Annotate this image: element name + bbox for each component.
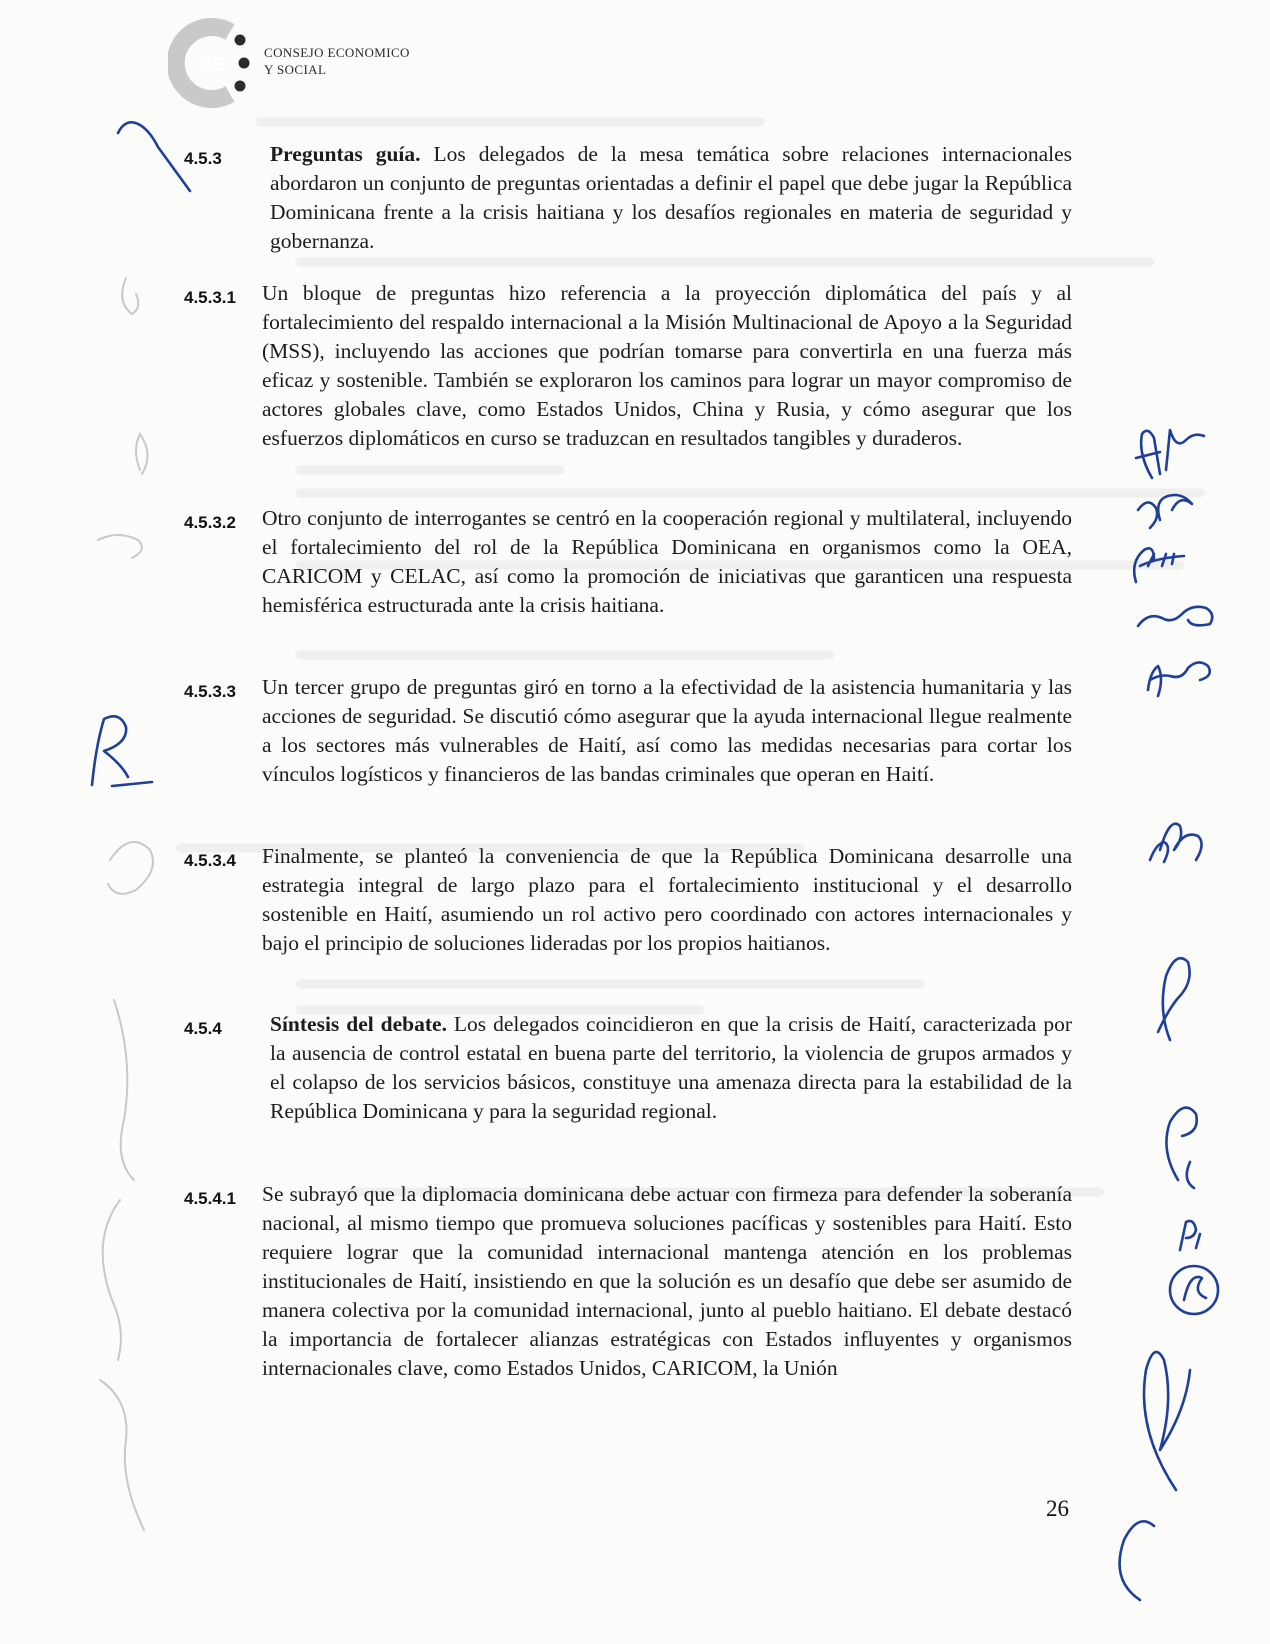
section-text: Finalmente, se planteó la conveniencia de que la República Dominicana desarrolle una estrategia integral de largo plazo para el fortalecimiento institucional y el desarrollo sostenible en Haití, asumiendo un rol activo pero coordinado con actores internacionales y bajo el principio de soluciones lideradas por los propios haitianos.: [262, 844, 1072, 955]
page-number: 26: [1046, 1496, 1069, 1521]
section-text: Los delegados de la mesa temática sobre relaciones internacionales abordaron un conjunto de preguntas orientadas a definir el papel que debe jugar la República Dominicana frente a la crisis haitiana y los desafíos regionales en materia de seguridad y gobernanza.: [270, 142, 1073, 253]
logo-text: ES: [199, 54, 226, 76]
org-name-line2: Y SOCIAL: [264, 62, 327, 77]
section-number: 4.5.4.1: [184, 1189, 236, 1208]
section-number: 4.5.3.2: [184, 513, 236, 532]
section-title: Preguntas guía.: [270, 142, 421, 166]
faint-signature-left-7: [100, 1380, 144, 1530]
section-number: 4.5.3: [184, 149, 222, 168]
section-number: 4.5.3.1: [184, 288, 236, 307]
signature-right-3: [1134, 548, 1184, 582]
faint-signature-left-3: [98, 535, 142, 558]
section-4-5-3: [184, 140, 1072, 256]
signature-right-6: [1150, 824, 1202, 862]
faint-signature-left-6: [103, 1200, 121, 1360]
section-text: Un bloque de preguntas hizo referencia a la proyección diplomática del país y al fortalecimiento del respaldo internacional a la Misión Multinacional de Apoyo a la Seguridad (MSS), incluyendo las acciones que podrían tomarse para convertirla en una fuerza más eficaz y sostenible. También se exploraron los caminos para lograr un mayor compromiso de actores globales clave, como Estados Unidos, China y Rusia, y cómo asegurar que los esfuerzos diplomáticos en curso se traduzcan en resultados tangibles y duraderos.: [262, 281, 1072, 450]
signature-right-circle: [1170, 1266, 1218, 1314]
signature-right-4: [1138, 607, 1212, 626]
section-body: [270, 1010, 1072, 1126]
page-header: [168, 18, 488, 108]
faint-signature-left-1: [122, 278, 138, 314]
faint-signature-left-5: [114, 1000, 134, 1180]
ces-logo: [168, 18, 264, 108]
signature-right-2: [1138, 495, 1192, 528]
org-name-line1: CONSEJO ECONOMICO: [264, 45, 410, 60]
section-text: Un tercer grupo de preguntas giró en torno a la efectividad de la asistencia humanitaria y las acciones de seguridad. Se discutió cómo asegurar que la ayuda internacional llegue realmente a los sectores más vulnerables de Haití, así como las medidas necesarias para cortar los vínculos logísticos y financieros de las bandas criminales que operan en Haití.: [262, 675, 1072, 786]
section-text: Los delegados coincidieron en que la crisis de Haití, caracterizada por la ausencia de control estatal en buena parte del territorio, la violencia de grupos armados y el colapso de los servicios básicos, constituye una amenaza directa para la estabilidad de la República Dominicana y para la seguridad regional.: [270, 1012, 1073, 1123]
section-body: [270, 140, 1072, 256]
section-number: 4.5.3.3: [184, 682, 236, 701]
section-4-5-3-4: [184, 842, 1072, 958]
signature-right-1: [1136, 430, 1204, 478]
signature-left-r: [92, 716, 152, 786]
section-4-5-4: [184, 1010, 1072, 1126]
signature-right-5: [1148, 662, 1210, 696]
signature-right-8: [1166, 1108, 1196, 1188]
faint-signature-left-4: [108, 842, 153, 894]
section-number: 4.5.4: [184, 1019, 222, 1038]
signature-left-top: [118, 122, 190, 191]
section-number: 4.5.3.4: [184, 851, 236, 870]
faint-signature-left-2: [136, 434, 148, 474]
section-text: Otro conjunto de interrogantes se centró en la cooperación regional y multilateral, incluyendo el fortalecimiento del rol de la República Dominicana en organismos como la OEA, CARICOM y CELAC, así como la promoción de iniciativas que garanticen una respuesta hemisférica estructurada ante la crisis haitiana.: [262, 506, 1072, 617]
section-title: Síntesis del debate.: [270, 1012, 447, 1036]
section-4-5-3-1: [184, 279, 1072, 453]
section-4-5-3-2: [184, 504, 1072, 620]
section-text: Se subrayó que la diplomacia dominicana debe actuar con firmeza para defender la soberanía nacional, al mismo tiempo que promueva soluciones pacíficas y sostenibles para Haití. Esto requiere lograr que la comunidad internacional mantenga atención en los problemas institucionales de Haití, insistiendo en que la solución es un desafío que debe ser asumido de manera colectiva por la comunidad internacional, junto al pueblo haitiano. El debate destacó la importancia de fortalecer alianzas estratégicas con Estados influyentes y organismos internacionales clave, como Estados Unidos, CARICOM, la Unión: [262, 1182, 1072, 1380]
organization-name: [264, 44, 410, 78]
signature-right-7: [1158, 958, 1190, 1040]
section-4-5-4-1: [184, 1180, 1072, 1383]
signature-right-10: [1120, 1352, 1190, 1600]
signature-right-9: [1180, 1221, 1200, 1250]
section-4-5-3-3: [184, 673, 1072, 789]
